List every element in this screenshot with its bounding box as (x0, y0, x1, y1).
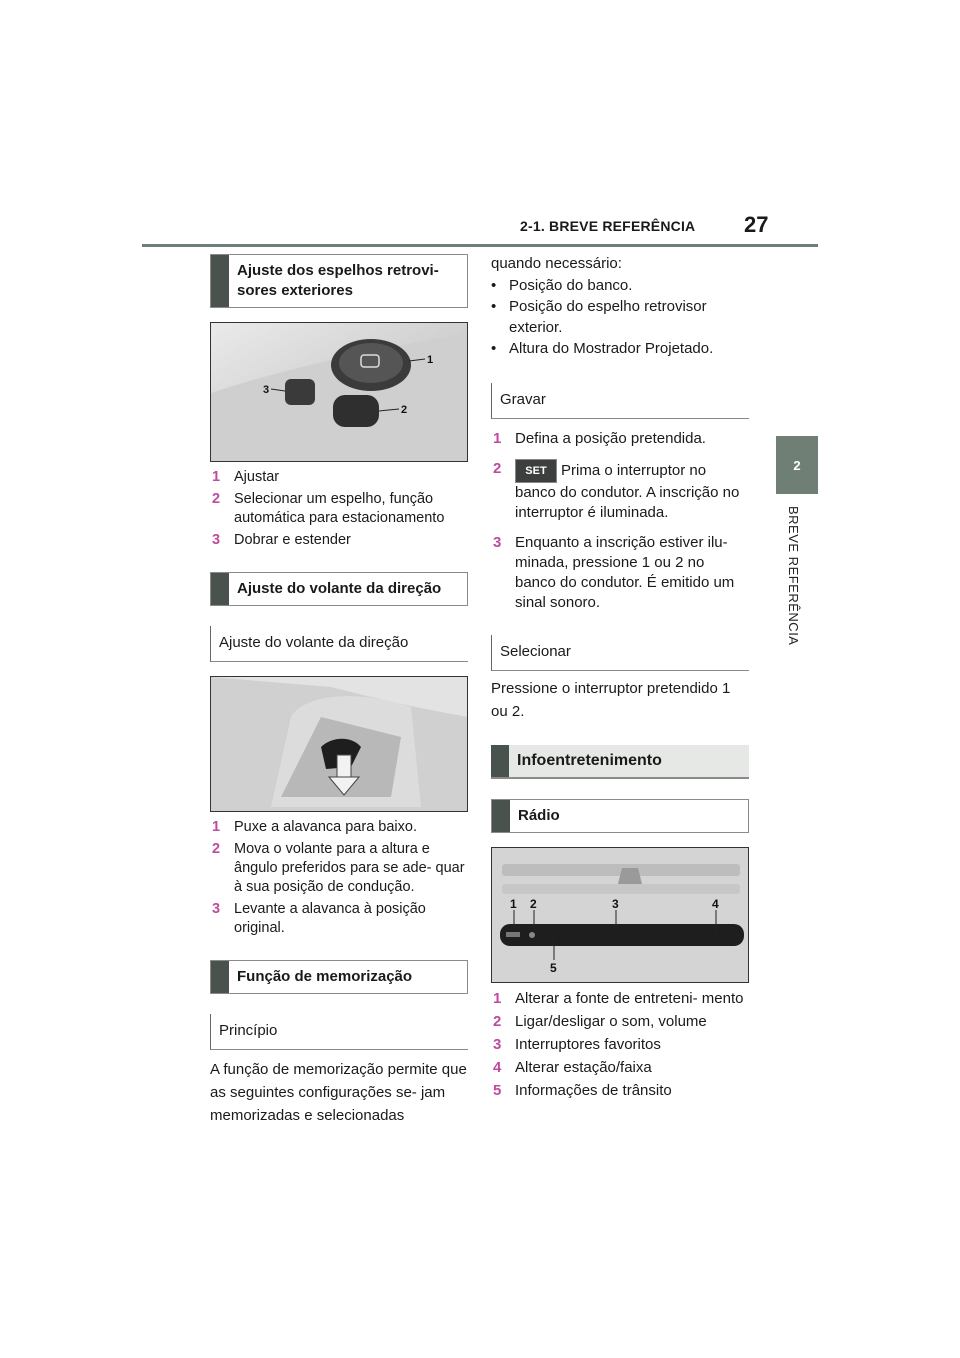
list-item: • Altura do Mostrador Projetado. (491, 340, 714, 357)
save-steps (491, 429, 749, 613)
list-item: 1 Puxe a alavanca para baixo. (212, 819, 417, 835)
list-item: 3 Enquanto a inscrição estiver ilu- minada, pressione 1 ou 2 no banco do condutor. É emitido um sinal sonoro. (493, 534, 735, 611)
list-item: • Posição do espelho retrovisor exterior. (491, 298, 707, 336)
memory-subheading: Princípio (210, 1014, 468, 1050)
memory-heading: Função de memorização (210, 960, 468, 994)
list-item: • Posição do banco. (491, 277, 633, 294)
header-rule (142, 244, 818, 247)
mirror-callout-3: 3 (263, 384, 270, 396)
wheel-heading: Ajuste do volante da direção (210, 572, 468, 606)
section-title: 2-1. BREVE REFERÊNCIA (520, 218, 696, 234)
list-item: 4 Alterar estação/faixa (493, 1059, 652, 1076)
list-item: 2 Mova o volante para a altura e ângulo preferidos para se ade- quar à sua posição de condução. (212, 841, 465, 895)
right-column (491, 254, 749, 1104)
mirror-list (210, 468, 468, 550)
list-item: 3 Dobrar e estender (212, 532, 351, 548)
list-item: 3 Interruptores favoritos (493, 1036, 661, 1053)
radio-panel-photo (491, 847, 749, 983)
mirror-switch-illustration (211, 323, 468, 461)
list-item: 2 SET Prima o interruptor no banco do condutor. A inscrição no interruptor é iluminada. (493, 460, 740, 521)
list-item: 2 Ligar/desligar o som, volume (493, 1013, 707, 1030)
save-subheading: Gravar (491, 383, 749, 419)
list-item: 5 Informações de trânsito (493, 1082, 672, 1099)
radio-heading: Rádio (491, 799, 749, 833)
radio-panel-illustration (492, 848, 749, 982)
page-number: 27 (744, 212, 769, 237)
wheel-subheading: Ajuste do volante da direção (210, 626, 468, 662)
list-item: 3 Levante a alavanca à posição original. (212, 901, 426, 936)
infotainment-heading: Infoentretenimento (491, 745, 749, 779)
radio-callout-3: 3 (612, 897, 619, 911)
set-button-icon: SET (515, 459, 557, 483)
select-subheading: Selecionar (491, 635, 749, 671)
mirror-callout-2: 2 (401, 404, 408, 416)
list-item: 2 Selecionar um espelho, função automática para estacionamento (212, 491, 445, 526)
mirror-switch-photo (210, 322, 468, 462)
wheel-lever-illustration (211, 677, 468, 811)
left-column (210, 254, 468, 1127)
list-item: 1 Ajustar (212, 469, 280, 485)
mirror-heading: Ajuste dos espelhos retrovi- sores exteriores (210, 254, 468, 308)
select-paragraph: Pressione o interruptor pretendido 1 ou 2. (491, 680, 731, 720)
radio-callout-2: 2 (530, 897, 537, 911)
chapter-title: BREVE REFERÊNCIA (786, 506, 801, 646)
chapter-tab: 2 (776, 436, 818, 494)
memory-bullets (491, 275, 749, 359)
radio-callout-4: 4 (712, 897, 719, 911)
radio-list (491, 989, 749, 1101)
radio-callout-5: 5 (550, 961, 557, 975)
memory-intro: quando necessário: (491, 255, 622, 272)
wheel-list (210, 818, 468, 938)
radio-callout-1: 1 (510, 897, 517, 911)
memory-paragraph: A função de memorização permite que as seguintes configurações se- jam memorizadas e selecionadas (210, 1061, 467, 1124)
list-item: 1 Alterar a fonte de entreteni- mento (493, 990, 744, 1007)
list-item: 1 Defina a posição pretendida. (493, 430, 706, 447)
wheel-lever-photo (210, 676, 468, 812)
mirror-callout-1: 1 (427, 354, 434, 366)
